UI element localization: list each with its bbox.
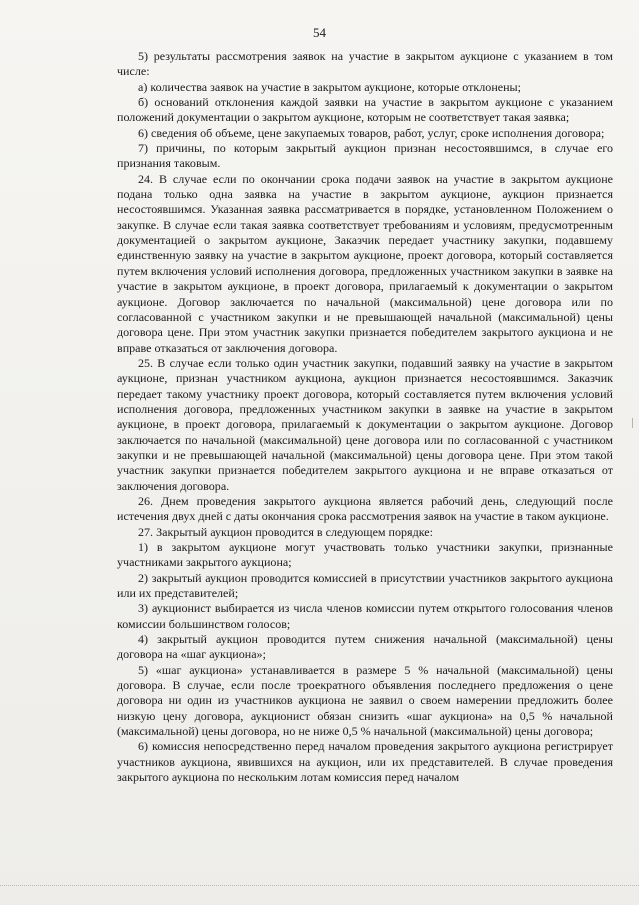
paragraph-27-2: 2) закрытый аукцион проводится комиссией в присутствии участников закрытого аукциона или их представителей;: [117, 570, 613, 601]
paragraph-7-reasons: 7) причины, по которым закрытый аукцион признан несостоявшимся, в случае его признания таковым.: [117, 141, 613, 171]
paragraph-27-6: 6) комиссия непосредственно перед началом проведения закрытого аукциона регистрирует участников аукциона, явившихся на аукцион, или их представителей. В случае проведения закрытого аукциона по нескольким лотам комиссия перед началом: [117, 739, 613, 785]
paragraph-a-rejected-count: а) количества заявок на участие в закрытом аукционе, которые отклонены;: [138, 79, 521, 94]
paragraph-5-results: 5) результаты рассмотрения заявок на участие в закрытом аукционе с указанием в том числе:: [117, 49, 613, 79]
paragraph-b-rejection-grounds: б) оснований отклонения каждой заявки на участие в закрытом аукционе с указанием положений документации о закрытом аукционе, которым не соответствует такая заявка;: [117, 95, 613, 125]
scan-edge-mark: [632, 418, 636, 428]
paragraph-24: 24. В случае если по окончании срока подачи заявок на участие в закрытом аукционе подана только одна заявка на участие в закрытом аукционе, аукцион признается несостоявшимся. Указанная заявка рассматривается в порядке, установленном Положением о закупке. В случае если такая заявка соответствует требованиям и условиям, предусмотренным документацией о закрытом аукционе, Заказчик передает участнику закупки, подавшему единственную заявку на участие в закрытом аукционе, проект договора, который составляется путем включения условий исполнения договора, предложенных участником закупки в заявке на участие в закрытом аукционе, в проект договора, прилагаемый к документации о закрытом аукционе. Договор заключается по начальной (максимальной) цене договора или по согласованной с участником закупки и не превышающей начальной (максимальной) цены договора цене. При этом участник закупки признается победителем закрытого аукциона и не вправе отказаться от заключения договора.: [117, 171, 613, 355]
paragraph-27-1: 1) в закрытом аукционе могут участвовать только участники закупки, признанные участниками закрытого аукциона;: [117, 540, 613, 570]
page-number: 54: [313, 25, 326, 40]
paragraph-25: 25. В случае если только один участник закупки, подавший заявку на участие в закрытом аукционе, признан участником аукциона, аукцион признается несостоявшимся. Заказчик передает такому участнику проект договора, который составляется путем включения условий исполнения договора, предложенных участником закупки в заявке на участие в закрытом аукционе, в проект договора, прилагаемый к документации о закрытом аукционе. Договор заключается по начальной (максимальной) цене договора или по согласованной с участником закупки и не превышающей начальной (максимальной) цены договора цене. При этом такой участник закупки признается победителем закрытого аукциона и не вправе отказаться от заключения договора.: [117, 355, 613, 493]
paragraph-27: 27. Закрытый аукцион проводится в следующем порядке:: [138, 524, 433, 539]
paragraph-6-volume-price: 6) сведения об объеме, цене закупаемых товаров, работ, услуг, сроке исполнения договора;: [138, 125, 605, 140]
document-body: [117, 49, 613, 786]
paragraph-27-3: 3) аукционист выбирается из числа членов комиссии путем открытого голосования членов комиссии большинством голосов;: [117, 601, 613, 631]
paragraph-26: 26. Днем проведения закрытого аукциона является рабочий день, следующий после истечения двух дней с даты окончания срока рассмотрения заявок на участие в таком аукционе.: [117, 493, 613, 524]
bottom-scan-line: [0, 885, 639, 886]
paragraph-27-4: 4) закрытый аукцион проводится путем снижения начальной (максимальной) цены договора на «шаг аукциона»;: [117, 632, 613, 662]
paragraph-27-5: 5) «шаг аукциона» устанавливается в размере 5 % начальной (максимальной) цены договора. В случае, если после троекратного объявления последнего предложения о цене договора ни один из участников аукциона не заявил о своем намерении предложить более низкую цену договора, аукционист обязан снизить «шаг аукциона» на 0,5 % начальной (максимальной) цены договора, но не ниже 0,5 % начальной (максимальной) цены договора;: [117, 662, 613, 739]
